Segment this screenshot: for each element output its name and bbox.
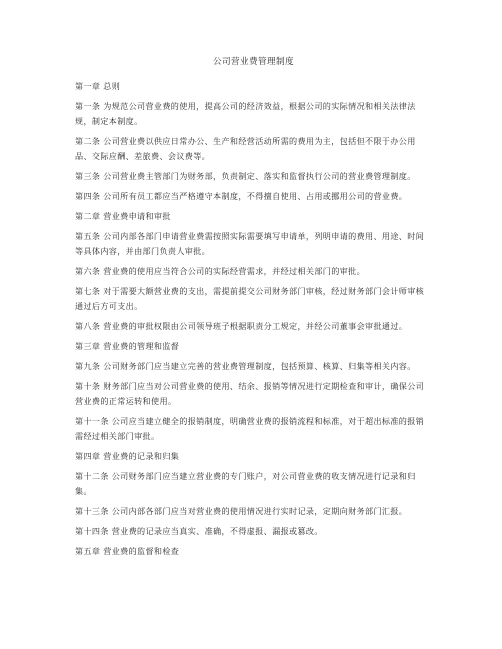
article-paragraph: 第十三条 公司内部各部门应当对营业费的使用情况进行实时记录，定期向财务部门汇报。 [75,506,408,516]
article-paragraph: 第二条 公司营业费以供应日常办公、生产和经营活动所需的费用为主，包括但不限于办公用品、交际应酬、差旅费、会议费等。 [75,136,416,161]
article-paragraph: 第一条 为规范公司营业费的使用，提高公司的经济效益，根据公司的实际情况和相关法律法规，制定本制度。 [75,101,416,126]
chapter-heading: 第一章 总则 [75,81,121,91]
article-paragraph: 第五条 公司内部各部门申请营业费需按照实际需要填写申请单，列明申请的费用、用途、时间等具体内容，并由部门负责人审批。 [75,231,425,256]
chapter-heading: 第五章 营业费的监督和检查 [75,546,180,556]
article-paragraph: 第六条 营业费的使用应当符合公司的实际经营需求，并经过相关部门的审批。 [75,266,366,276]
article-paragraph: 第十二条 公司财务部门应当建立营业费的专门账户，对公司营业费的收支情况进行记录和归集。 [75,471,416,496]
article-paragraph: 第三条 公司营业费主管部门为财务部，负责制定、落实和监督执行公司的营业费管理制度。 [75,171,416,181]
article-paragraph: 第九条 公司财务部门应当建立完善的营业费管理制度，包括预算、核算、归集等相关内容。 [75,361,416,371]
chapter-heading: 第四章 营业费的记录和归集 [75,451,180,461]
article-paragraph: 第七条 对于需要大额营业费的支出，需提前提交公司财务部门审核，经过财务部门会计师审核通过后方可支出。 [75,286,425,311]
document-title: 公司营业费管理制度 [213,57,294,67]
article-paragraph: 第十一条 公司应当建立健全的报销制度，明确营业费的报销流程和标准，对于超出标准的报销需经过相关部门审批。 [75,416,425,441]
article-paragraph: 第四条 公司所有员工都应当严格遵守本制度，不得擅自使用、占用或挪用公司的营业费。 [75,191,408,201]
chapter-heading: 第三章 营业费的管理和监督 [75,341,180,351]
chapter-heading: 第二章 营业费申请和审批 [75,211,171,221]
article-paragraph: 第十四条 营业费的记录应当真实、准确，不得虚报、漏报或篡改。 [75,526,323,536]
article-paragraph: 第十条 财务部门应当对公司营业费的使用、结余、报销等情况进行定期检查和审计，确保公司营业费的正常运转和使用。 [75,381,425,406]
article-paragraph: 第八条 营业费的审批权限由公司领导班子根据职责分工规定，并经公司董事会审批通过。 [75,321,408,331]
